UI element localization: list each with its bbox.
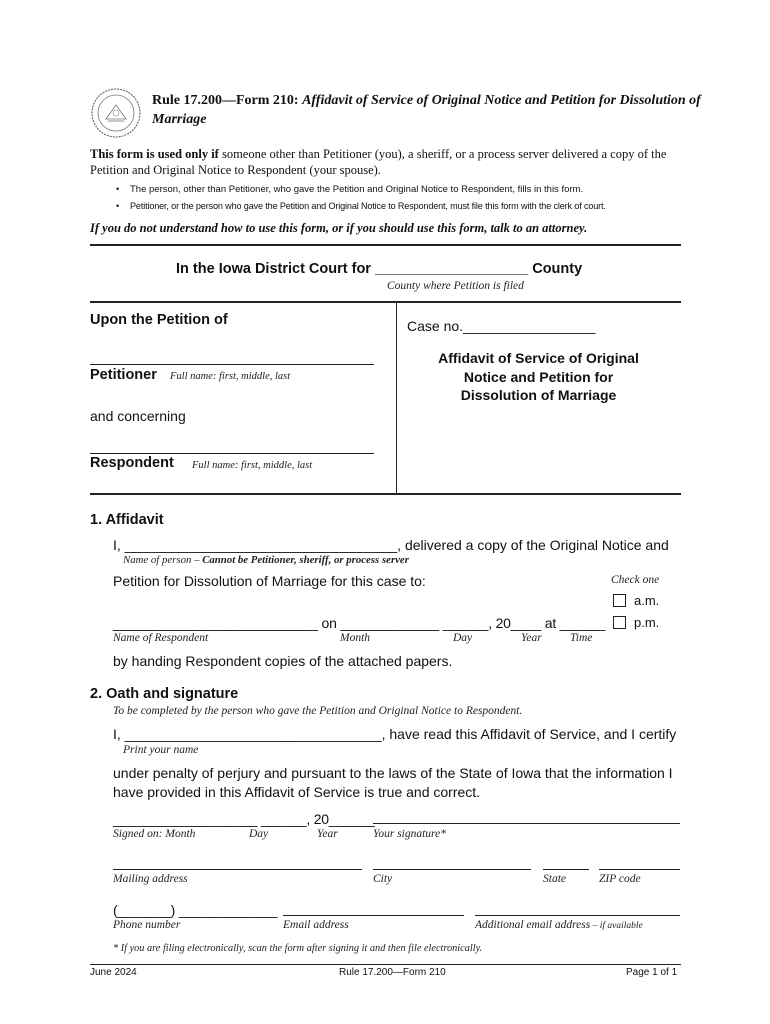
your-signature-caption: Your signature* xyxy=(373,828,446,840)
title-line-2: Marriage xyxy=(152,112,207,127)
additional-email-line[interactable] xyxy=(475,915,680,916)
city-line[interactable] xyxy=(373,869,531,870)
zip-line[interactable] xyxy=(599,869,680,870)
affidavit-line-1[interactable]: I, ___________________________________, delivered a copy of the Original Notice and xyxy=(113,537,669,553)
signed-year-caption: Year xyxy=(317,828,338,840)
section-oath-heading: 2. Oath and signature xyxy=(90,686,239,702)
additional-email-caption xyxy=(475,919,643,931)
section-affidavit-heading: 1. Affidavit xyxy=(90,512,164,528)
oath-line-1[interactable]: I, _________________________________, have read this Affidavit of Service, and I certify xyxy=(113,726,677,742)
divider-top xyxy=(90,244,681,246)
am-checkbox[interactable] xyxy=(613,594,626,607)
electronic-filing-footnote: * If you are filing electronically, scan the form after signing it and then file electronically. xyxy=(113,943,483,954)
county-caption: County where Petition is filed xyxy=(387,280,524,292)
time-caption: Time xyxy=(570,632,593,644)
pm-label: p.m. xyxy=(634,615,660,630)
respondent-label: Respondent xyxy=(90,455,174,471)
respondent-hint: Full name: first, middle, last xyxy=(192,460,313,471)
check-one-label: Check one xyxy=(611,574,660,586)
rule-number: Rule 17.200—Form 210: xyxy=(152,93,299,108)
divider-caption-top xyxy=(90,301,681,303)
signed-date-line[interactable]: ___________________ ______, 20______ xyxy=(113,811,375,827)
day-caption: Day xyxy=(453,632,473,644)
divider-caption-bottom xyxy=(90,493,681,495)
attorney-warning: If you do not understand how to use this form, or if you should use this form, talk to an attorney. xyxy=(90,221,588,235)
intro-text-1: someone other than Petitioner (you), a sheriff, or a process server delivered a copy of the xyxy=(218,147,667,161)
signature-line[interactable] xyxy=(373,823,680,824)
court-heading: In the Iowa District Court for ___________________ County xyxy=(176,261,583,277)
case-number-field[interactable]: Case no._________________ xyxy=(407,318,596,334)
state-line[interactable] xyxy=(543,869,589,870)
form-title xyxy=(152,93,701,109)
phone-caption: Phone number xyxy=(113,919,181,931)
footer-form-number: Rule 17.200—Form 210 xyxy=(339,967,446,978)
bullet-2: Petitioner, or the person who gave the Petition and Original Notice to Respondent, must file this form with the clerk of court. xyxy=(130,201,606,211)
print-name-caption: Print your name xyxy=(123,744,199,756)
title-line-1: Affidavit of Service of Original Notice and Petition for Dissolution of xyxy=(302,93,701,108)
oath-para-2: have provided in this Affidavit of Service is true and correct. xyxy=(113,784,481,800)
state-caption: State xyxy=(543,873,566,885)
petitioner-label: Petitioner xyxy=(90,367,157,383)
petitioner-name-line[interactable] xyxy=(90,364,374,365)
document-title-2: Notice and Petition for xyxy=(463,369,614,385)
month-caption: Month xyxy=(340,632,371,644)
email-caption: Email address xyxy=(283,919,349,931)
upon-petition-label: Upon the Petition of xyxy=(90,312,228,328)
service-date-line[interactable]: ___________________________ on _____________ ______, 20____ at ______ xyxy=(113,615,606,631)
footer-divider xyxy=(90,964,681,965)
mailing-address-line[interactable] xyxy=(113,869,362,870)
respondent-name-line[interactable] xyxy=(90,453,374,454)
affidavit-line-3: by handing Respondent copies of the attached papers. xyxy=(113,653,453,669)
email-line[interactable] xyxy=(283,915,464,916)
bullet-1: The person, other than Petitioner, who gave the Petition and Original Notice to Respondent, fills in this form. xyxy=(130,184,584,195)
name-cap-lead: Name of person – xyxy=(123,554,203,566)
add-email-label: Additional email address xyxy=(475,919,591,931)
zip-caption: ZIP code xyxy=(599,873,641,885)
city-caption: City xyxy=(373,873,393,885)
name-of-respondent-caption: Name of Respondent xyxy=(113,632,209,644)
name-cap-bold: Cannot be Petitioner, sheriff, or process server xyxy=(202,554,409,566)
year-caption: Year xyxy=(521,632,542,644)
signed-day-caption: Day xyxy=(249,828,269,840)
intro-line-2: Petition and Original Notice to Respondent (your spouse). xyxy=(90,163,381,177)
court-seal-logo xyxy=(90,87,142,139)
bullet-dot-1: • xyxy=(116,184,120,194)
and-concerning: and concerning xyxy=(90,408,186,424)
add-email-tail: – if available xyxy=(590,921,643,931)
oath-subtitle: To be completed by the person who gave the Petition and Original Notice to Respondent. xyxy=(113,705,523,717)
intro-bold-lead: This form is used only if xyxy=(90,147,219,161)
bullet-dot-2: • xyxy=(116,201,120,211)
document-title-3: Dissolution of Marriage xyxy=(460,387,617,403)
footer-date: June 2024 xyxy=(90,967,137,978)
signed-on-caption: Signed on: Month xyxy=(113,828,196,840)
phone-line[interactable]: (_______) _____________ xyxy=(113,902,278,918)
petitioner-hint: Full name: first, middle, last xyxy=(170,371,291,382)
document-title-1: Affidavit of Service of Original xyxy=(438,350,639,366)
mailing-address-caption: Mailing address xyxy=(113,873,188,885)
affidavit-line-2: Petition for Dissolution of Marriage for this case to: xyxy=(113,573,426,589)
intro-line-1 xyxy=(90,147,666,162)
pm-checkbox[interactable] xyxy=(613,616,626,629)
am-label: a.m. xyxy=(634,593,660,608)
name-of-person-caption xyxy=(123,554,409,566)
oath-para-1: under penalty of perjury and pursuant to the laws of the State of Iowa that the information I xyxy=(113,765,673,781)
footer-page-number: Page 1 of 1 xyxy=(626,967,678,978)
